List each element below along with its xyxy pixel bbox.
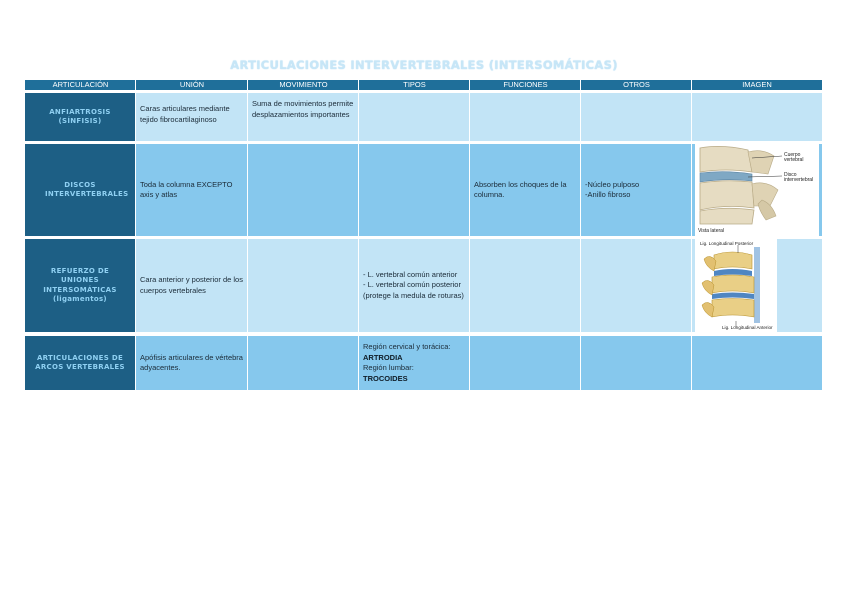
otros-item: -Núcleo pulposo xyxy=(585,179,640,189)
header-tipos: TIPOS xyxy=(359,80,470,90)
cell-text: Cara anterior y posterior de los cuerpos vertebrales xyxy=(140,275,243,295)
header-divider xyxy=(580,80,581,90)
cell-imagen xyxy=(692,239,822,332)
cell-otros xyxy=(581,336,691,390)
cell-union xyxy=(136,93,247,141)
cell-tipos xyxy=(359,144,469,236)
row-label-discos xyxy=(25,144,135,236)
cell-movimiento xyxy=(248,144,358,236)
row-label-arcos xyxy=(25,336,135,390)
header-funciones: FUNCIONES xyxy=(470,80,581,90)
cell-funciones xyxy=(470,239,580,332)
row-label-text: DISCOS INTERVERTEBRALES xyxy=(45,180,129,198)
label-vista-lateral: Vista lateral xyxy=(698,228,725,234)
otros-item: -Anillo fibroso xyxy=(585,190,631,199)
spine-ligaments-illustration xyxy=(692,239,822,332)
label-lig-anterior: Lig. Longitudinal Anterior xyxy=(722,325,773,330)
cell-tipos xyxy=(359,239,469,332)
cell-otros xyxy=(581,93,691,141)
header-divider xyxy=(135,80,136,90)
label-vertebral: vertebral xyxy=(784,157,804,163)
tipos-trocoides: TROCOIDES xyxy=(363,373,408,383)
label-disco: Disco xyxy=(784,172,797,178)
label-intervertebral: intervertebral xyxy=(784,177,814,183)
tipos-item: - L. vertebral común anterior xyxy=(363,269,458,279)
otros-list xyxy=(585,180,639,201)
cell-movimiento xyxy=(248,239,358,332)
spine-lateral-illustration xyxy=(692,144,822,236)
cell-imagen xyxy=(692,336,822,390)
header-divider xyxy=(691,80,692,90)
tipos-list xyxy=(363,270,465,302)
cell-funciones xyxy=(470,336,580,390)
tipos-region-lumbar: Región lumbar: xyxy=(363,363,414,372)
cell-union xyxy=(136,144,247,236)
cell-text: Suma de movimientos permite desplazamientos importantes xyxy=(252,99,354,119)
tipos-artrodia: ARTRODIA xyxy=(363,352,403,362)
cell-movimiento xyxy=(248,93,358,141)
label-cuerpo: Cuerpo xyxy=(784,152,801,158)
cell-text: Toda la columna EXCEPTO axis y atlas xyxy=(140,179,233,199)
row-label-refuerzo xyxy=(25,239,135,332)
header-articulacion: ARTICULACIÓN xyxy=(25,80,136,90)
header-union: UNIÓN xyxy=(136,80,248,90)
header-divider xyxy=(247,80,248,90)
cell-otros xyxy=(581,144,691,236)
cell-funciones xyxy=(470,93,580,141)
header-divider xyxy=(469,80,470,90)
cell-tipos xyxy=(359,336,469,390)
label-lig-posterior: Lig. Longitudinal Posterior xyxy=(700,241,754,246)
cell-text: Apófisis articulares de vértebra adyacentes. xyxy=(140,352,243,372)
cell-union xyxy=(136,239,247,332)
cell-otros xyxy=(581,239,691,332)
row-label-text: ARTICULACIONES DE ARCOS VERTEBRALES xyxy=(35,353,125,371)
row-label-text: ANFIARTROSIS (SÍNFISIS) xyxy=(49,107,111,125)
header-imagen: IMAGEN xyxy=(692,80,822,90)
row-label-text: REFUERZO DE UNIONES INTERSOMÁTICAS (ligamentos) xyxy=(43,266,117,303)
header-movimiento: MOVIMIENTO xyxy=(248,80,359,90)
cell-text: Absorben los choques de la columna. xyxy=(474,179,567,199)
cell-imagen xyxy=(692,93,822,141)
cell-imagen xyxy=(692,144,822,236)
page-title: ARTICULACIONES INTERVERTEBRALES (INTERSOMÁTICAS) xyxy=(230,58,618,72)
header-otros: OTROS xyxy=(581,80,692,90)
header-divider xyxy=(358,80,359,90)
cell-union xyxy=(136,336,247,390)
cell-funciones xyxy=(470,144,580,236)
cell-text: Caras articulares mediante tejido fibrocartilaginoso xyxy=(140,104,230,124)
tipos-region-cervical: Región cervical y torácica: xyxy=(363,342,451,351)
tipos-item: - L. vertebral común posterior (protege la medula de roturas) xyxy=(363,280,464,300)
cell-movimiento xyxy=(248,336,358,390)
cell-tipos xyxy=(359,93,469,141)
row-label-anfiartrosis xyxy=(25,93,135,141)
